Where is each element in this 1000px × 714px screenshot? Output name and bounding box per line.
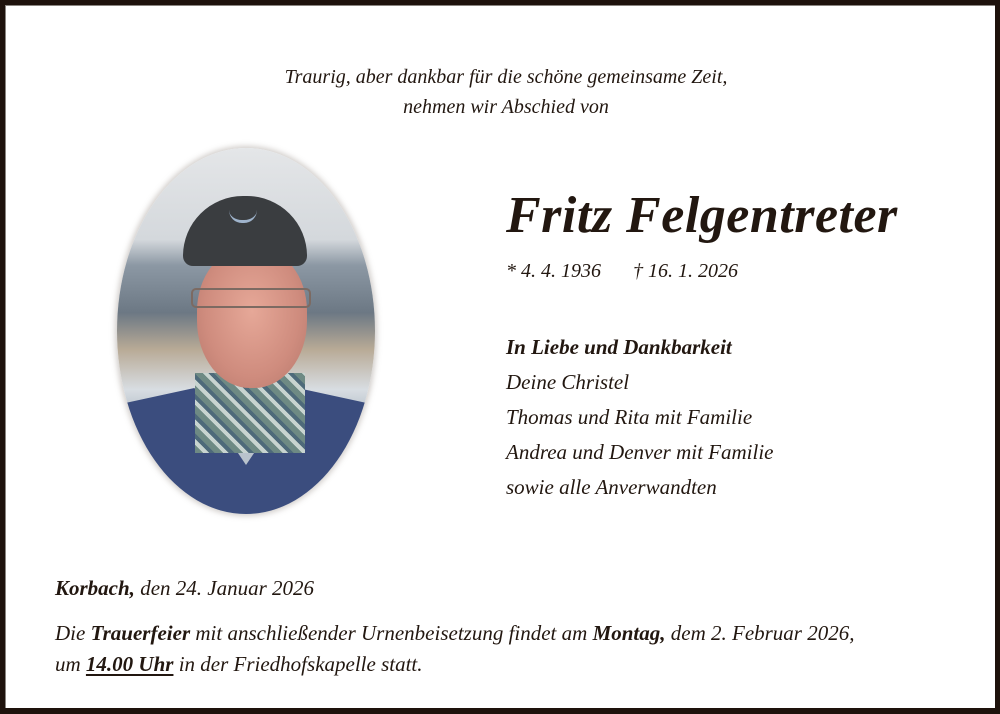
intro-line-2: nehmen wir Abschied von — [403, 96, 609, 118]
service-text: Die — [55, 621, 91, 645]
family-member: Andrea und Denver mit Familie — [506, 440, 774, 464]
notice-date: den 24. Januar 2026 — [134, 576, 315, 600]
photo-glasses — [191, 288, 311, 308]
family-heading: In Liebe und Dankbarkeit — [506, 335, 732, 359]
service-day: Montag, — [592, 621, 666, 645]
birth-date: * 4. 4. 1936 — [506, 260, 601, 282]
life-dates — [506, 260, 738, 283]
intro-line-1: Traurig, aber dankbar für die schöne gemeinsame Zeit, — [284, 66, 728, 88]
service-location: in der Friedhofskapelle statt. — [173, 652, 423, 676]
portrait-photo — [117, 148, 375, 514]
obituary-card — [5, 5, 995, 708]
service-line-2 — [55, 649, 975, 680]
service-date: dem 2. Februar 2026, — [665, 621, 855, 645]
family-member: Deine Christel — [506, 370, 630, 394]
family-member: sowie alle Anverwandten — [506, 475, 717, 499]
service-info — [55, 618, 975, 680]
deceased-name: Fritz Felgentreter — [506, 187, 898, 244]
place-and-date — [55, 576, 314, 601]
service-type: Trauerfeier — [90, 621, 191, 645]
service-text: mit anschließender Urnenbeisetzung findet am — [190, 621, 593, 645]
place-name: Korbach, — [55, 576, 135, 600]
death-date: † 16. 1. 2026 — [633, 260, 738, 282]
service-text: um — [55, 652, 86, 676]
intro-text — [6, 62, 1000, 122]
photo-face — [197, 248, 307, 388]
photo-cap — [183, 196, 307, 266]
service-time: 14.00 Uhr — [85, 652, 174, 676]
family-list — [506, 330, 774, 505]
service-line-1 — [55, 618, 975, 649]
family-member: Thomas und Rita mit Familie — [506, 405, 753, 429]
